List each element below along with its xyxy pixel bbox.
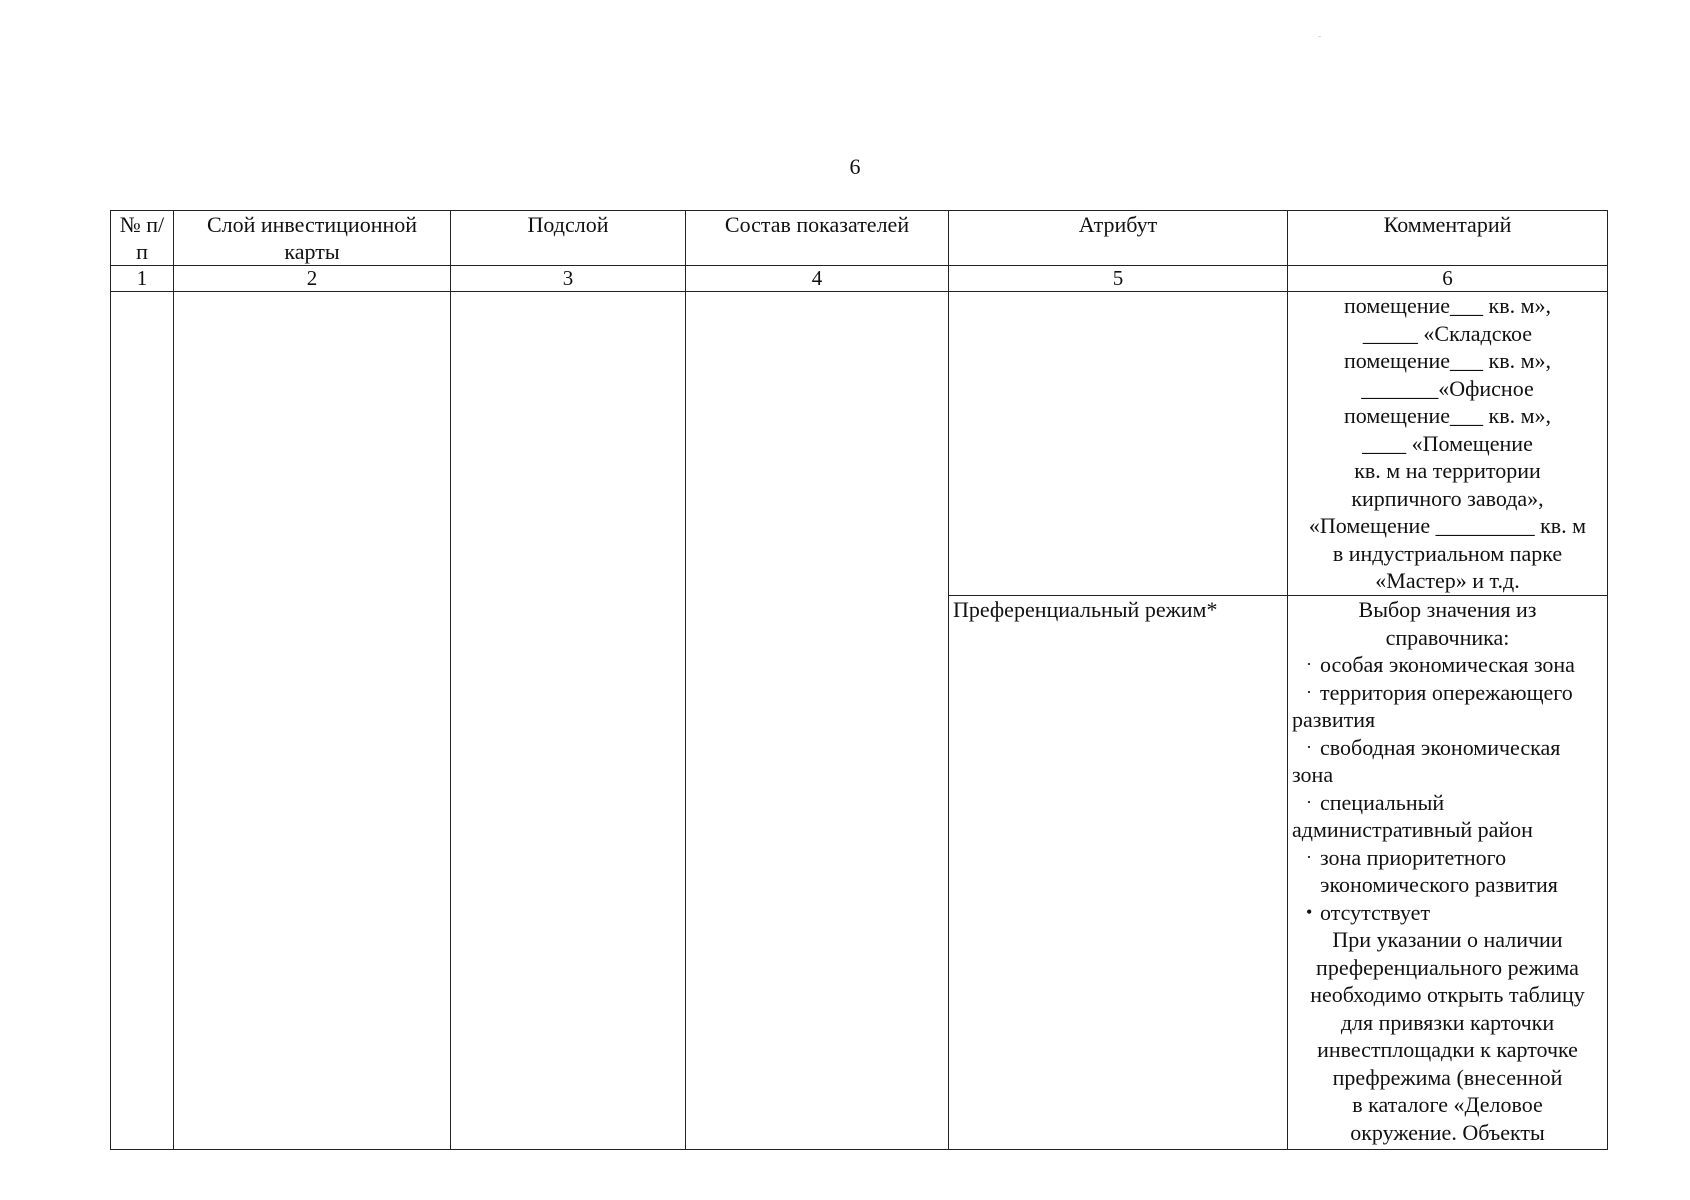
- page-number: 6: [849, 154, 861, 179]
- column-number: 3: [451, 266, 686, 292]
- scan-speck: [1318, 36, 1321, 37]
- header-number: № п/п: [111, 211, 174, 266]
- note-line: для привязки карточки: [1340, 1009, 1555, 1035]
- table-row: [111, 292, 1608, 596]
- cell-attribute: [949, 292, 1288, 596]
- cell-attribute-preferential-regime: Преференциальный режим*: [949, 596, 1288, 1150]
- cell-comment-preferential-regime: [1288, 596, 1608, 1150]
- column-number-row: [111, 266, 1608, 292]
- comment-intro-line: справочника:: [1385, 624, 1510, 650]
- comment-line: в индустриальном парке: [1332, 540, 1563, 566]
- note-line: необходимо открыть таблицу: [1310, 982, 1585, 1007]
- option-label: особая экономическая зона: [1320, 652, 1575, 677]
- cell-indicators: [686, 292, 949, 1150]
- bullet-icon: ·: [1306, 791, 1312, 812]
- option-label: зона приоритетного экономического развития: [1320, 844, 1558, 897]
- note-line: окружение. Объекты: [1350, 1119, 1545, 1145]
- comment-line: _____ «Складское: [1362, 320, 1533, 346]
- bullet-icon: ·: [1306, 654, 1312, 674]
- cell-sublayer: [451, 292, 686, 1150]
- option-label: специальный административный район: [1292, 789, 1533, 842]
- comment-note: [1292, 926, 1603, 1146]
- note-line: преференциального режима: [1316, 954, 1579, 980]
- comment-line: _______«Офисное: [1361, 375, 1534, 401]
- comment-line: кв. м на территории: [1354, 458, 1541, 483]
- indicator-table: [110, 210, 1608, 1150]
- header-layer: Слой инвестиционной карты: [174, 211, 451, 266]
- bullet-icon: ·: [1306, 681, 1312, 702]
- list-item: [1292, 734, 1603, 789]
- column-number: 1: [111, 266, 174, 292]
- option-label: отсутствует: [1320, 899, 1431, 925]
- table-header-row: [111, 211, 1608, 266]
- comment-line: помещение___ кв. м»,: [1343, 293, 1552, 318]
- header-attribute: Атрибут: [949, 211, 1288, 266]
- header-sublayer: Подслой: [451, 211, 686, 266]
- header-indicators: Состав показателей: [686, 211, 949, 266]
- bullet-icon: ·: [1306, 846, 1312, 867]
- column-number: 2: [174, 266, 451, 292]
- comment-line: кирпичного завода»,: [1351, 485, 1544, 511]
- cell-number: [111, 292, 174, 1150]
- comment-line: «Помещение _________ кв. м: [1308, 513, 1587, 538]
- note-line: При указании о наличии: [1332, 927, 1563, 952]
- comment-intro-line: Выбор значения из: [1358, 597, 1537, 622]
- list-item: [1292, 844, 1603, 899]
- option-label: свободная экономическая зона: [1292, 734, 1561, 787]
- preferential-regime-options: [1292, 651, 1603, 926]
- list-item: [1292, 899, 1603, 927]
- bullet-icon: •: [1306, 901, 1313, 922]
- list-item: [1292, 679, 1603, 734]
- column-number: 5: [949, 266, 1288, 292]
- option-label: территория опережающего развития: [1292, 679, 1573, 732]
- comment-line: помещение___ кв. м»,: [1343, 348, 1552, 373]
- list-item: [1292, 789, 1603, 844]
- bullet-icon: ·: [1306, 736, 1312, 757]
- cell-layer: [174, 292, 451, 1150]
- comment-line: ____ «Помещение: [1362, 430, 1533, 456]
- header-comment: Комментарий: [1288, 211, 1608, 266]
- column-number: 6: [1288, 266, 1608, 292]
- note-line: в каталоге «Деловое: [1352, 1092, 1543, 1117]
- list-item: [1292, 651, 1603, 679]
- cell-comment-premises: [1288, 292, 1608, 596]
- comment-line: «Мастер» и т.д.: [1375, 568, 1520, 593]
- note-line: префрежима (внесенной: [1332, 1064, 1563, 1090]
- comment-line: помещение___ кв. м»,: [1343, 403, 1552, 428]
- column-number: 4: [686, 266, 949, 292]
- note-line: инвестплощадки к карточке: [1317, 1037, 1578, 1062]
